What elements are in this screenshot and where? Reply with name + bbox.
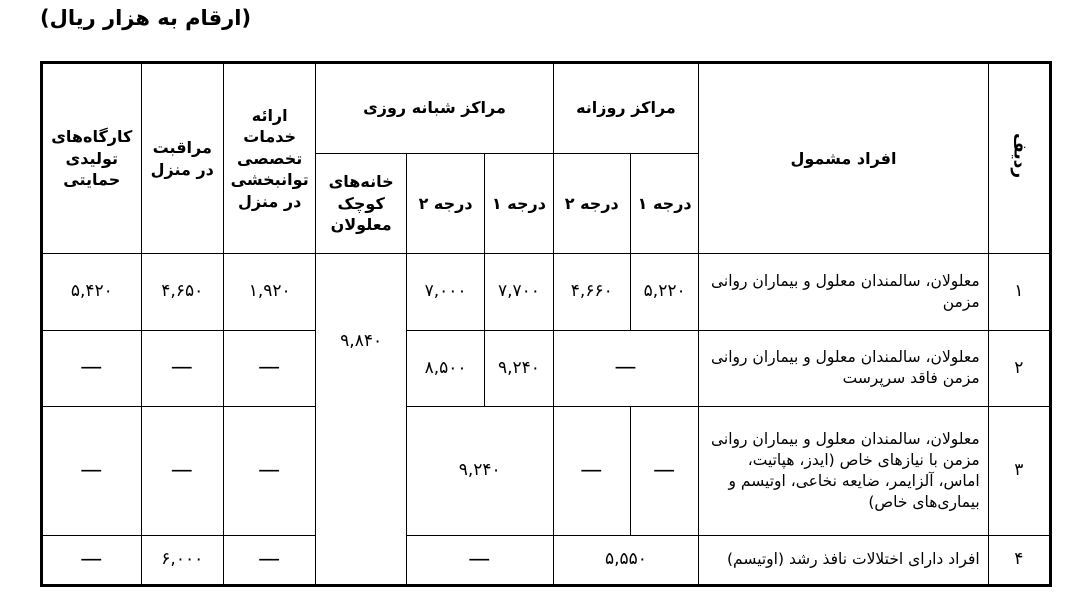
cell-kargah: — — [42, 330, 142, 406]
table-row — [42, 330, 1051, 406]
header-kargah: کارگاه‌های تولیدی حمایتی — [42, 63, 142, 254]
header-rooz-d1: درجه ۱ — [630, 153, 698, 254]
header-rooz: مراکز روزانه — [553, 63, 699, 154]
cell-shab-d2: ۷,۰۰۰ — [406, 254, 484, 330]
header-shab-d2: درجه ۲ — [406, 153, 484, 254]
row-number: ۱ — [988, 254, 1050, 330]
cell-shab-d1: ۹,۲۴۰ — [485, 330, 553, 406]
cell-khadamat: — — [223, 406, 315, 535]
cell-shab: ۹,۲۴۰ — [406, 406, 553, 535]
header-shab-d1: درجه ۱ — [485, 153, 553, 254]
header-afrad: افراد مشمول — [699, 63, 988, 254]
cell-rooz-d2: ۴,۶۶۰ — [553, 254, 630, 330]
cell-rooz-d1: ۵,۲۲۰ — [630, 254, 698, 330]
cell-moraghebat: — — [141, 330, 223, 406]
cell-moraghebat: ۶,۰۰۰ — [141, 535, 223, 585]
cell-rooz: — — [553, 330, 699, 406]
cell-khadamat: ۱,۹۲۰ — [223, 254, 315, 330]
cell-rooz-d1: — — [630, 406, 698, 535]
cell-rooz-d2: — — [553, 406, 630, 535]
table-row — [42, 406, 1051, 535]
cell-shab: — — [406, 535, 553, 585]
header-rooz-d2: درجه ۲ — [553, 153, 630, 254]
row-number: ۳ — [988, 406, 1050, 535]
header-moraghebat: مراقبت در منزل — [141, 63, 223, 254]
row-description: معلولان، سالمندان معلول و بیماران روانی مزمن فاقد سرپرست — [699, 330, 988, 406]
row-description: افراد دارای اختلالات نافذ رشد (اوتیسم) — [699, 535, 988, 585]
cell-moraghebat: ۴,۶۵۰ — [141, 254, 223, 330]
header-shabaneh: مراکز شبانه روزی — [316, 63, 553, 154]
cell-kargah: — — [42, 535, 142, 585]
cell-khanehha: ۹,۸۴۰ — [316, 254, 406, 586]
rates-table — [40, 61, 1052, 587]
cell-shab-d2: ۸,۵۰۰ — [406, 330, 484, 406]
cell-moraghebat: — — [141, 406, 223, 535]
cell-khadamat: — — [223, 535, 315, 585]
cell-shab-d1: ۷,۷۰۰ — [485, 254, 553, 330]
row-description: معلولان، سالمندان معلول و بیماران روانی مزمن — [699, 254, 988, 330]
row-number: ۲ — [988, 330, 1050, 406]
row-number: ۴ — [988, 535, 1050, 585]
header-khanehha: خانه‌های کوچک معلولان — [316, 153, 406, 254]
cell-kargah: ۵,۴۲۰ — [42, 254, 142, 330]
row-description: معلولان، سالمندان معلول و بیماران روانی مزمن با نیازهای خاص (ایدز، هپاتیت، اماس، آلزایمر، ضایعه نخاعی، اوتیسم و بیماری‌های خاص) — [699, 406, 988, 535]
cell-rooz: ۵,۵۵۰ — [553, 535, 699, 585]
table-row — [42, 535, 1051, 585]
table-row — [42, 254, 1051, 330]
header-khadamat: ارائه خدمات تخصصی توانبخشی در منزل — [223, 63, 315, 254]
units-note: (ارقام به هزار ریال) — [40, 6, 252, 30]
header-radif: ردیف — [988, 63, 1050, 254]
cell-kargah: — — [42, 406, 142, 535]
cell-khadamat: — — [223, 330, 315, 406]
